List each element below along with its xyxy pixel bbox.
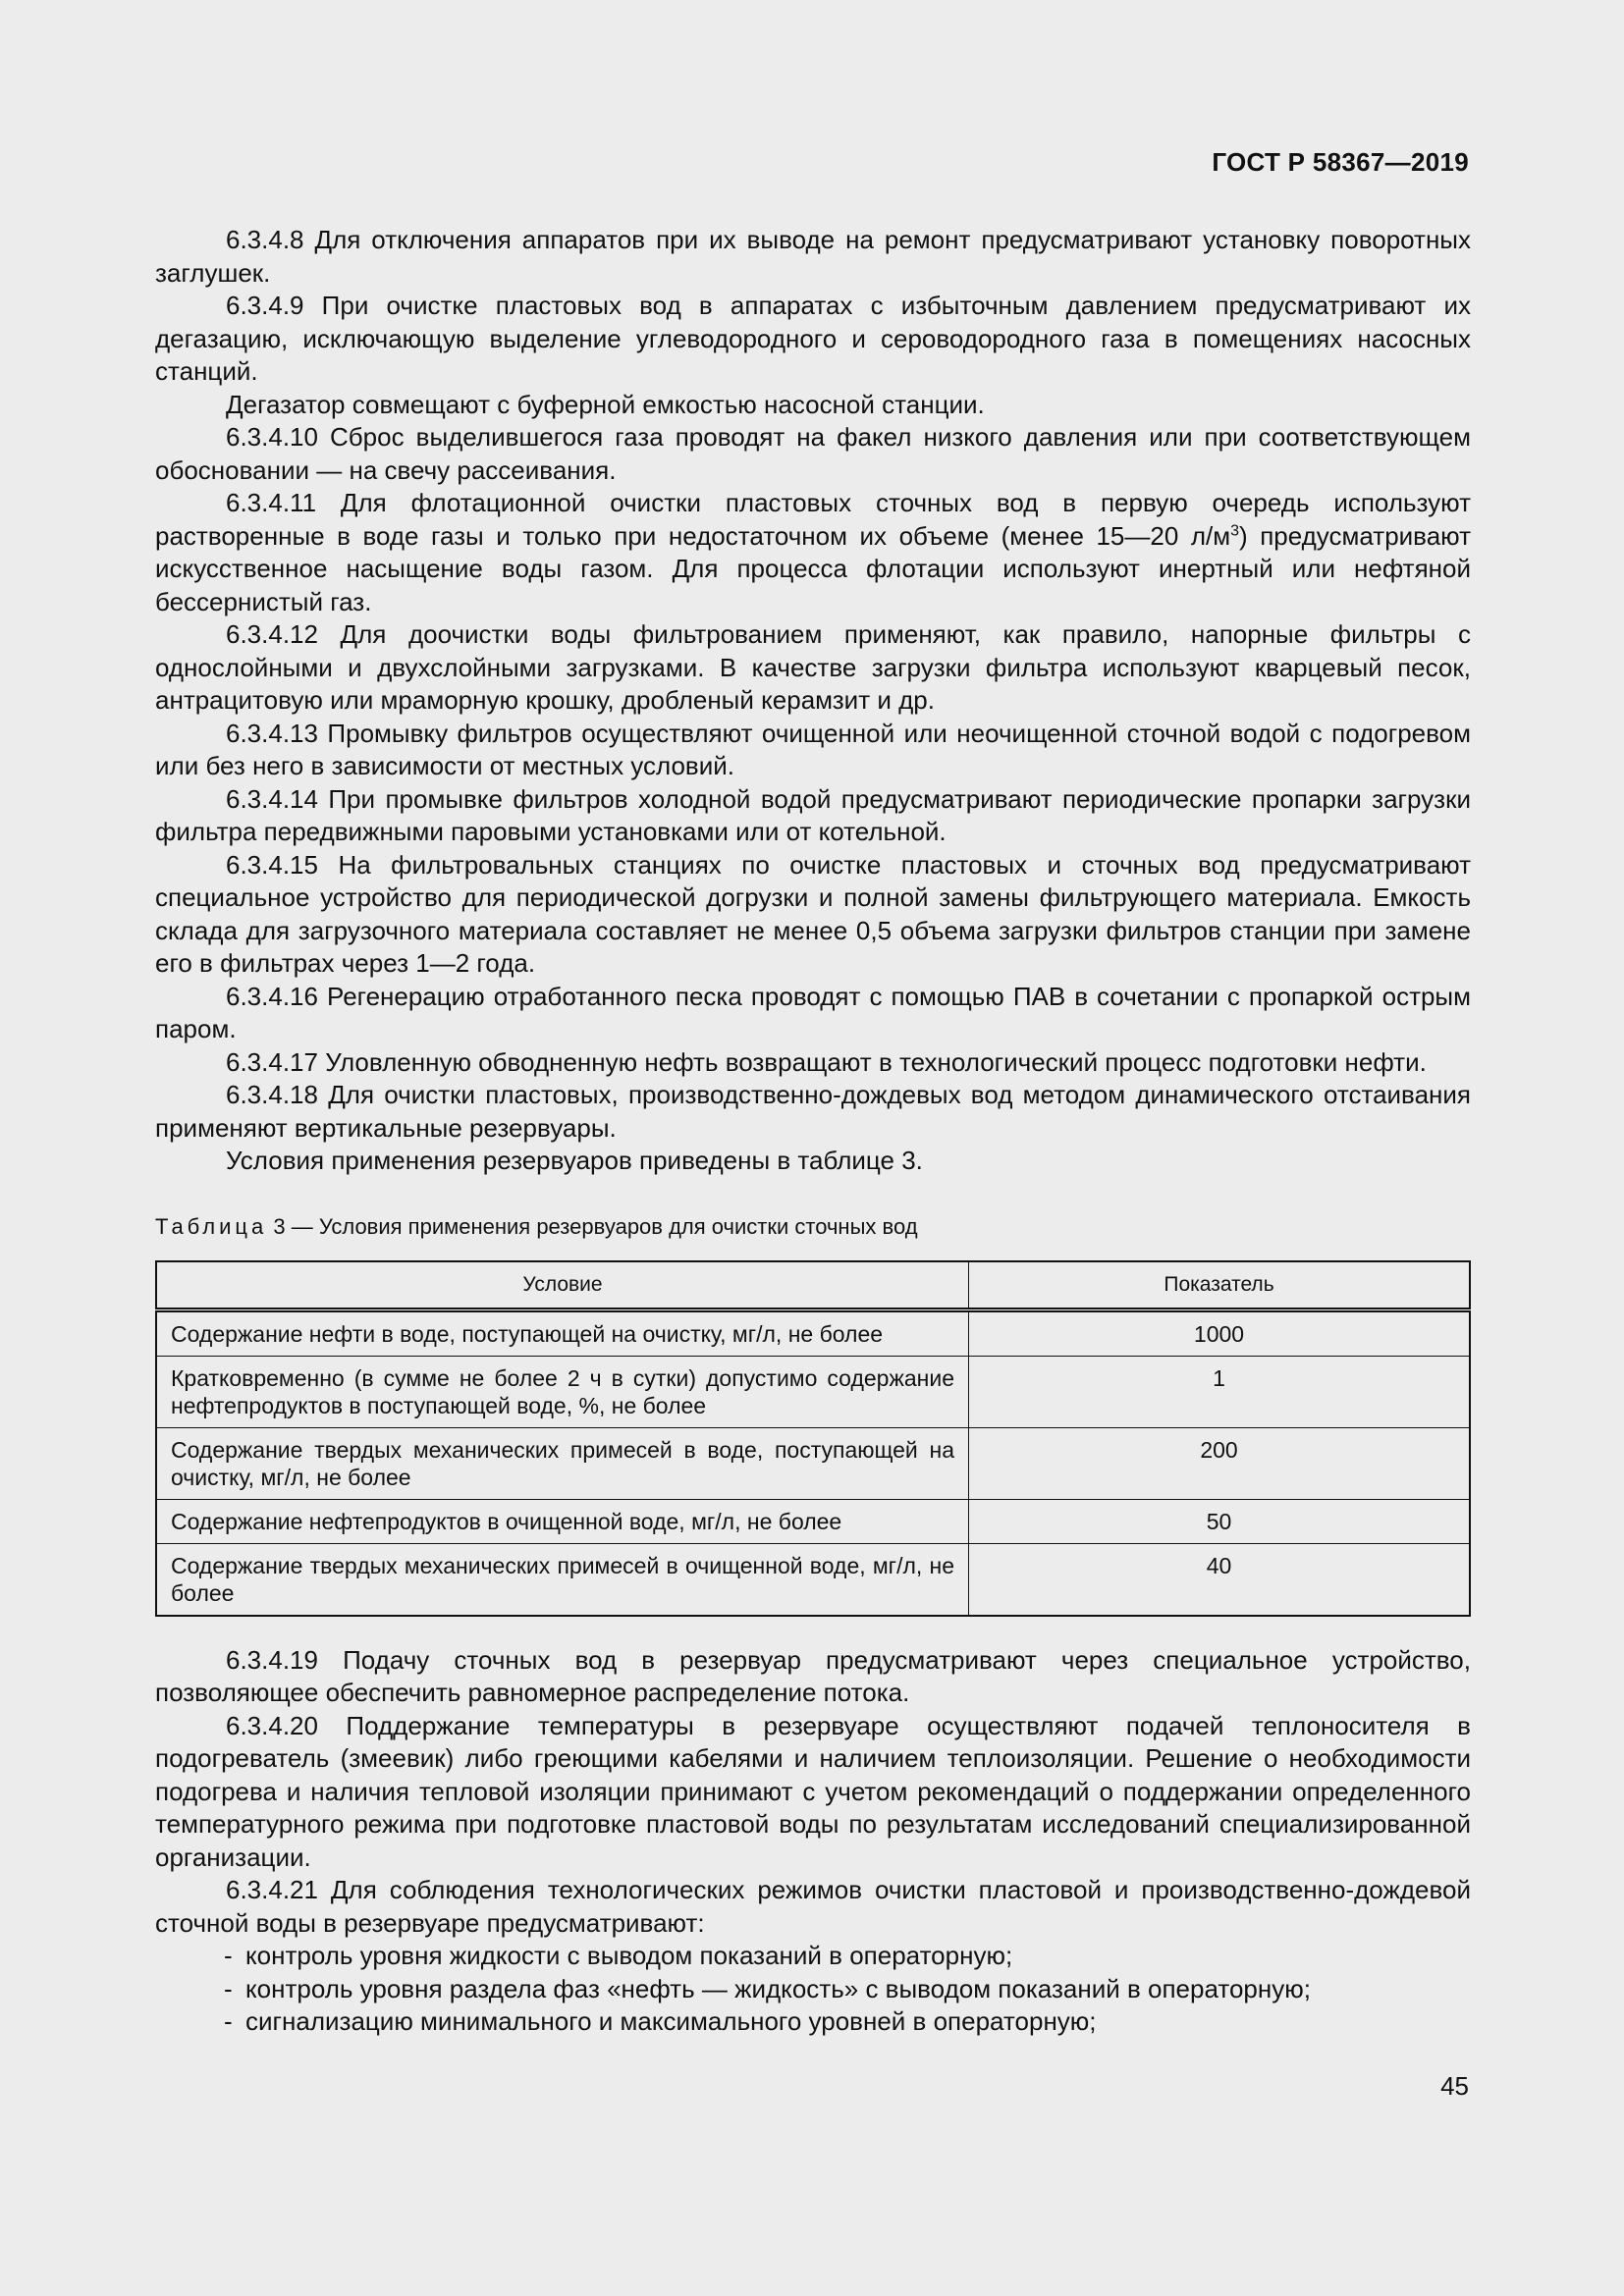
document-code-header: ГОСТ Р 58367—2019: [1212, 147, 1469, 177]
document-body: [155, 224, 1471, 2039]
list-item: [155, 1940, 1471, 1973]
paragraph-6-3-4-19: 6.3.4.19 Подачу сточных вод в резервуар предусматривают через специальное устройство, позволяющее обеспечить равномерное распределение потока.: [155, 1644, 1471, 1707]
paragraph-6-3-4-12: 6.3.4.12 Для доочистки воды фильтрованием применяют, как правило, напорные фильтры с однослойными и двухслойными загрузками. В качестве загрузки фильтра используют кварцевый песок, антрацитовую или мраморную крошку, дробленый керамзит и др.: [155, 619, 1471, 715]
table-cell-value: 1: [969, 1356, 1471, 1427]
paragraph-6-3-4-11: [155, 487, 1471, 618]
table-caption: [155, 1213, 1471, 1241]
table-header-value: Показатель: [969, 1261, 1471, 1310]
table-row: [156, 1543, 1470, 1616]
paragraph-6-3-4-20: 6.3.4.20 Поддержание температуры в резервуаре осуществляют подачей теплоносителя в подогреватель (змеевик) либо греющими кабелями и наличием теплоизоляции. Решение о необходимости подогрева и наличия тепловой изоляции принимают с учетом рекомендаций о поддержании определенного температурного режима при подготовке пластовой воды по результатам исследований специализированной организации.: [155, 1710, 1471, 1872]
paragraph-6-3-4-11-part1: 6.3.4.11 Для флотационной очистки пластовых сточных вод в первую очередь используют растворенные в воде газы и только при недостаточном их объеме (менее 15—20 л/м: [155, 488, 1471, 551]
paragraph-6-3-4-11-part2: ) предусматривают искусственное насыщение воды газом. Для процесса флотации используют инертный или нефтяной бессернистый газ.: [155, 520, 1471, 616]
table-row: [156, 1356, 1470, 1427]
table-cell-condition: Содержание нефти в воде, поступающей на очистку, мг/л, не более: [156, 1309, 969, 1356]
section-after-table: [155, 1644, 1471, 2039]
paragraph-6-3-4-17: 6.3.4.17 Уловленную обводненную нефть возвращают в технологический процесс подготовки нефти.: [226, 1046, 1427, 1077]
paragraph-6-3-4-21: 6.3.4.21 Для соблюдения технологических режимов очистки пластовой и производственно-дождевой сточной воды в резервуаре предусматривают:: [155, 1875, 1471, 1938]
paragraph-6-3-4-8: 6.3.4.8 Для отключения аппаратов при их выводе на ремонт предусматривают установку поворотных заглушек.: [155, 225, 1471, 288]
paragraph-6-3-4-18: 6.3.4.18 Для очистки пластовых, производственно-дождевых вод методом динамического отстаивания применяют вертикальные резервуары.: [155, 1080, 1471, 1143]
list-dash: -: [224, 1973, 233, 2003]
paragraph-6-3-4-16: 6.3.4.16 Регенерацию отработанного песка проводят с помощью ПАВ в сочетании с пропаркой острым паром.: [155, 981, 1471, 1043]
paragraph-6-3-4-14: 6.3.4.14 При промывке фильтров холодной водой предусматривают периодические пропарки загрузки фильтра передвижными паровыми установками или от котельной.: [155, 783, 1471, 846]
table-cell-value: 50: [969, 1499, 1471, 1543]
table-row: [156, 1499, 1470, 1543]
table-caption-label: Таблица: [155, 1213, 268, 1239]
paragraph-6-3-4-13: 6.3.4.13 Промывку фильтров осуществляют очищенной или неочищенной сточной водой с подогревом или без него в зависимости от местных условий.: [155, 718, 1471, 780]
page-number: 45: [1440, 2071, 1469, 2101]
table-cell-value: 200: [969, 1427, 1471, 1499]
list-item: [155, 2005, 1471, 2039]
table-cell-value: 1000: [969, 1309, 1471, 1356]
paragraph-6-3-4-10: 6.3.4.10 Сброс выделившегося газа проводят на факел низкого давления или при соответствующем обосновании — на свечу рассеивания.: [155, 422, 1471, 485]
table-cell-condition: Кратковременно (в сумме не более 2 ч в сутки) допустимо содержание нефтепродуктов в поступающей воде, %, не более: [156, 1356, 969, 1427]
conditions-table: [155, 1260, 1471, 1617]
list-item: [155, 1973, 1471, 2006]
paragraph-table-reference: Условия применения резервуаров приведены в таблице 3.: [226, 1146, 923, 1175]
paragraph-degasser: Дегазатор совмещают с буферной емкостью насосной станции.: [226, 389, 985, 419]
table-cell-condition: Содержание нефтепродуктов в очищенной воде, мг/л, не более: [156, 1499, 969, 1543]
table-caption-text: 3 — Условия применения резервуаров для очистки сточных вод: [273, 1213, 918, 1239]
paragraph-6-3-4-15: 6.3.4.15 На фильтровальных станциях по очистке пластовых и сточных вод предусматривают специальное устройство для периодической догрузки и полной замены фильтрующего материала. Емкость склада для загрузочного материала составляет не менее 0,5 объема загрузки фильтров станции при замене его в фильтрах через 1—2 года.: [155, 849, 1471, 978]
superscript-cubic: 3: [1230, 521, 1240, 539]
table-header-row: [156, 1261, 1470, 1310]
table-header-condition: Условие: [156, 1261, 969, 1310]
table-row: [156, 1427, 1470, 1499]
list-item-text: сигнализацию минимального и максимального уровней в операторную;: [245, 2006, 1097, 2036]
list-dash: -: [224, 2006, 233, 2036]
list-item-text: контроль уровня жидкости с выводом показаний в операторную;: [245, 1941, 1013, 1970]
table-row: [156, 1309, 1470, 1356]
table-cell-condition: Содержание твердых механических примесей в воде, поступающей на очистку, мг/л, не более: [156, 1427, 969, 1499]
list-dash: -: [224, 1941, 233, 1970]
paragraph-6-3-4-9: 6.3.4.9 При очистке пластовых вод в аппаратах с избыточным давлением предусматривают их дегазацию, исключающую выделение углеводородного и сероводородного газа в помещениях насосных станций.: [155, 291, 1471, 386]
table-cell-value: 40: [969, 1543, 1471, 1616]
table-cell-condition: Содержание твердых механических примесей в очищенной воде, мг/л, не более: [156, 1543, 969, 1616]
list-item-text: контроль уровня раздела фаз «нефть — жидкость» с выводом показаний в операторную;: [245, 1973, 1311, 2003]
